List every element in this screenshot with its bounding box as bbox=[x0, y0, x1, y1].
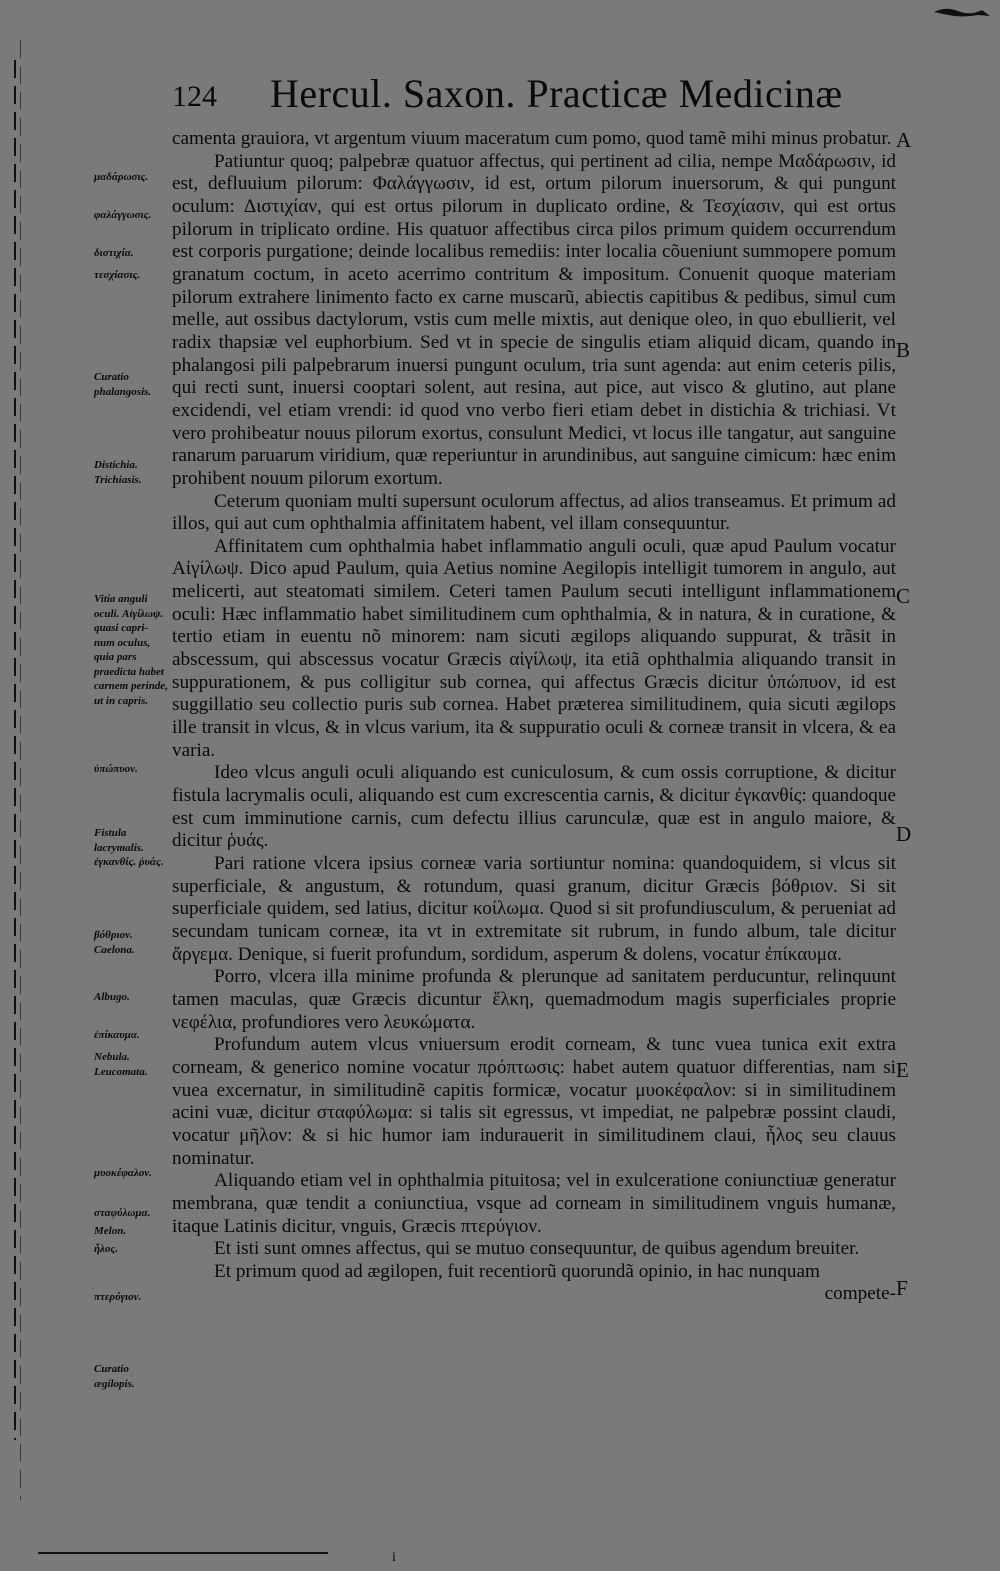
paragraph: camenta grauiora, vt argentum viuum maceratum cum pomo, quod tamẽ mihi minus probatur. bbox=[172, 128, 892, 149]
paragraph: Aliquando etiam vel in ophthalmia pituitosa; vel in exulceratione coniunctiuæ generatur membrana, quæ tendit a coniunctiua, vsque ad corneam in similitudinem vnguis humanæ, itaque Latinis dicitur, vnguis, Græcis πτερύγιον. bbox=[172, 1170, 896, 1237]
paragraph: Et isti sunt omnes affectus, qui se mutuo consequuntur, de quibus agendum breuiter. bbox=[214, 1238, 860, 1260]
section-letter: F bbox=[896, 1276, 908, 1300]
margin-note: τεσχίασις. bbox=[94, 269, 141, 281]
margin-note: Curatio ægilopis. bbox=[94, 1363, 135, 1390]
margin-note: ἐπίκαυμα. bbox=[94, 1029, 140, 1041]
margin-note: Distichia. Trichiasis. bbox=[94, 459, 142, 486]
paragraph: Profundum autem vlcus vniuersum erodit corneam, & tunc vuea tunica exit extra corneam, & generico nomine vocatur πρόπτωσις: habet autem quatuor differentias, nam si vuea excernatur, in similitudinẽ capitis formicæ, vocatur μυοκέφαλον: si in similitudinem acini vuæ, dicitur σταφύλωμα: si talis sit egressus, vt impediat, ne palpebræ possint claudi, vocatur μῆλον: & si hic humor iam indurauerit in similitudinem claui, ἧλος seu clauus nominatur. bbox=[172, 1034, 896, 1169]
margin-note: Curatio phalangosis. bbox=[94, 371, 152, 398]
margin-note: Melon. bbox=[94, 1225, 127, 1237]
section-letter: E bbox=[896, 1058, 909, 1082]
paragraph: Affinitatem cum ophthalmia habet inflammatio anguli oculi, quæ apud Paulum vocatur Αἰγίλωψ. Dico apud Paulum, quia Aetius nomine Aegilopis intelligit tumorem in angulo, aut melicerti, aut steatomati similem. Ceteri tamen Paulum secuti intelligunt inflammationem oculi: Hæc inflammatio habet similitudinem cum ophthalmia, & in natura, & in curatione, & tertio etiam in euentu nõ minorem: nam sicuti ægilops aliquando suppurat, & trãsit in abscessum, qui abscessus vocatur Græcis αἰγίλωψ, ita etiã ophthalmia aliquando transit in suppurationem, & pus colligitur sub cornea, qui affectus Græcis dicitur ὑπώπυον, id est suggillatio seu collectio puris sub cornea. Habet præterea similitudinem, quia sicuti ægilops ille transit in vlcus, & in vlcus varium, ita & suppuratio oculi & corneæ transit in vlcera, & ea varia. bbox=[172, 535, 896, 761]
margin-note: Albugo. bbox=[94, 991, 130, 1003]
page-number: 124 bbox=[172, 80, 217, 113]
section-letter: D bbox=[896, 822, 912, 846]
binding-gutter-rule bbox=[14, 60, 16, 1440]
section-letter: A bbox=[896, 128, 912, 152]
margin-note: σταφύλωμα. bbox=[94, 1207, 151, 1219]
margin-note: βόθριον. Caelona. bbox=[94, 929, 135, 956]
running-head: Hercul. Saxon. Practicæ Medicinæ bbox=[270, 71, 843, 116]
margin-note: μαδάρωσις. bbox=[94, 171, 149, 183]
bottom-rule bbox=[38, 1552, 328, 1554]
paragraph: Ideo vlcus anguli oculi aliquando est cuniculosum, & cum ossis corruptione, & dicitur fistula lacrymalis oculi, aliquando est cum excrescentia carnis, & dicitur ἐγκανθίς: quandoque est cum imminutione carnis, cum defectu illius carunculæ, quæ est in angulo maiore, & dicitur ῥυάς. bbox=[172, 762, 896, 852]
page-header bbox=[172, 70, 843, 122]
margin-notes bbox=[94, 0, 168, 1571]
paragraph: Pari ratione vlcera ipsius corneæ varia sortiuntur nomina: quandoquidem, si vlcus sit superficiale, & angustum, & rotundum, quasi granum, dicitur Græcis βόθριον. Si sit superficiale quidem, sed latius, dicitur κοίλωμα. Quod si sit profundiusculum, & perueniat ad secundam tunicam corneæ, ita vt in extremitate sit rubrum, in fundo album, tale dicitur ἄργεμα. Denique, si fuerit profundum, sordidum, asperum & dolens, vocatur ἐπίκαυμα. bbox=[172, 853, 896, 965]
margin-note: Vitia anguli oculi. Αἰγίλωψ. quasi capri-num oculus, quia pars praedicta habet carnem perinde, ut in capris. bbox=[94, 593, 168, 707]
margin-note: Fistula lacrymalis. ἐγκανθίς. ῥυάς. bbox=[94, 827, 164, 868]
margin-note: ὑπώπυον. bbox=[94, 763, 138, 775]
paragraph: Ceterum quoniam multi supersunt oculorum affectus, ad alios transeamus. Et primum ad illos, qui aut cum ophthalmia affinitatem habent, vel illam consequuntur. bbox=[172, 490, 896, 535]
margin-note: Nebula. Leucomata. bbox=[94, 1051, 148, 1078]
margin-note: ἧλος. bbox=[94, 1243, 119, 1255]
margin-note: πτερύγιον. bbox=[94, 1291, 142, 1303]
section-letter: C bbox=[896, 584, 911, 608]
paragraph: Patiuntur quoq; palpebræ quatuor affectus, qui pertinent ad cilia, nempe Μαδάρωσιν, id est, defluuium pilorum: Φαλάγγωσιν, id est, ortum pilorum inuersorum, & qui pungunt oculum: Διστιχίαν, qui est ortus pilorum in duplicato ordine, & Τεσχίασιν, qui est ortus pilorum in triplicato ordine. His quatuor affectibus circa pilos primum quidem occurrendum est corporis purgatione; deinde localibus remediis: inter localia cõueniunt summopere pomum granatum coctum, in aceto acerrimo contritum & impositum. Conuenit quoque materiam pilorum extrahere linimento facto ex carne muscarũ, abiectis capitibus & pedibus, simul cum melle, aut ossibus dactylorum, vstis cum melle mixtis, aut denique oleo, in quo ebullierit, vel radix thapsiæ vel euphorbium. Sed vt in specie de singulis etiam aliquid dicam, quando in phalangosi pili palpebrarum inuersi pungunt oculum, tria sunt agenda: aut enim ceteris pilis, qui recti sunt, inuersi cooptari solent, aut resina, aut pice, aut visco & glutino, aut plane excidendi, vel etiam vrendi: id quod vno verbo fieri etiam debet in distichia & trichiasi. Vt vero prohibeatur nouus pilorum exortus, consulunt Medici, vt locus ille tangatur, aut sanguine ranarum paruarum viridium, quæ reperiuntur in arundinibus, aut sanguine cimicum: hæc enim prohibent nouum pilorum exortum. bbox=[172, 150, 896, 489]
signature-mark: i bbox=[392, 1550, 396, 1565]
margin-note: μυοκέφαλον. bbox=[94, 1167, 152, 1179]
paragraph: Et primum quod ad ægilopen, fuit recentiorũ quorundã opinio, in hac nunquam bbox=[214, 1260, 820, 1282]
margin-note: διστιχία. bbox=[94, 247, 134, 259]
catchword: compete- bbox=[824, 1283, 896, 1305]
margin-note: φαλάγγωσις. bbox=[94, 209, 152, 221]
printer-ornament-icon bbox=[932, 4, 992, 20]
binding-gutter-rule bbox=[20, 40, 21, 1500]
main-text bbox=[172, 128, 896, 1306]
paragraph: Porro, vlcera illa minime profunda & plerunque ad sanitatem perducuntur, relinquunt tamen maculas, quæ Græcis dicuntur ἕλκη, quemadmodum magis superficiales proprie νεφέλια, profundiores vero λευκώματα. bbox=[172, 966, 896, 1033]
section-letter: B bbox=[896, 338, 911, 362]
